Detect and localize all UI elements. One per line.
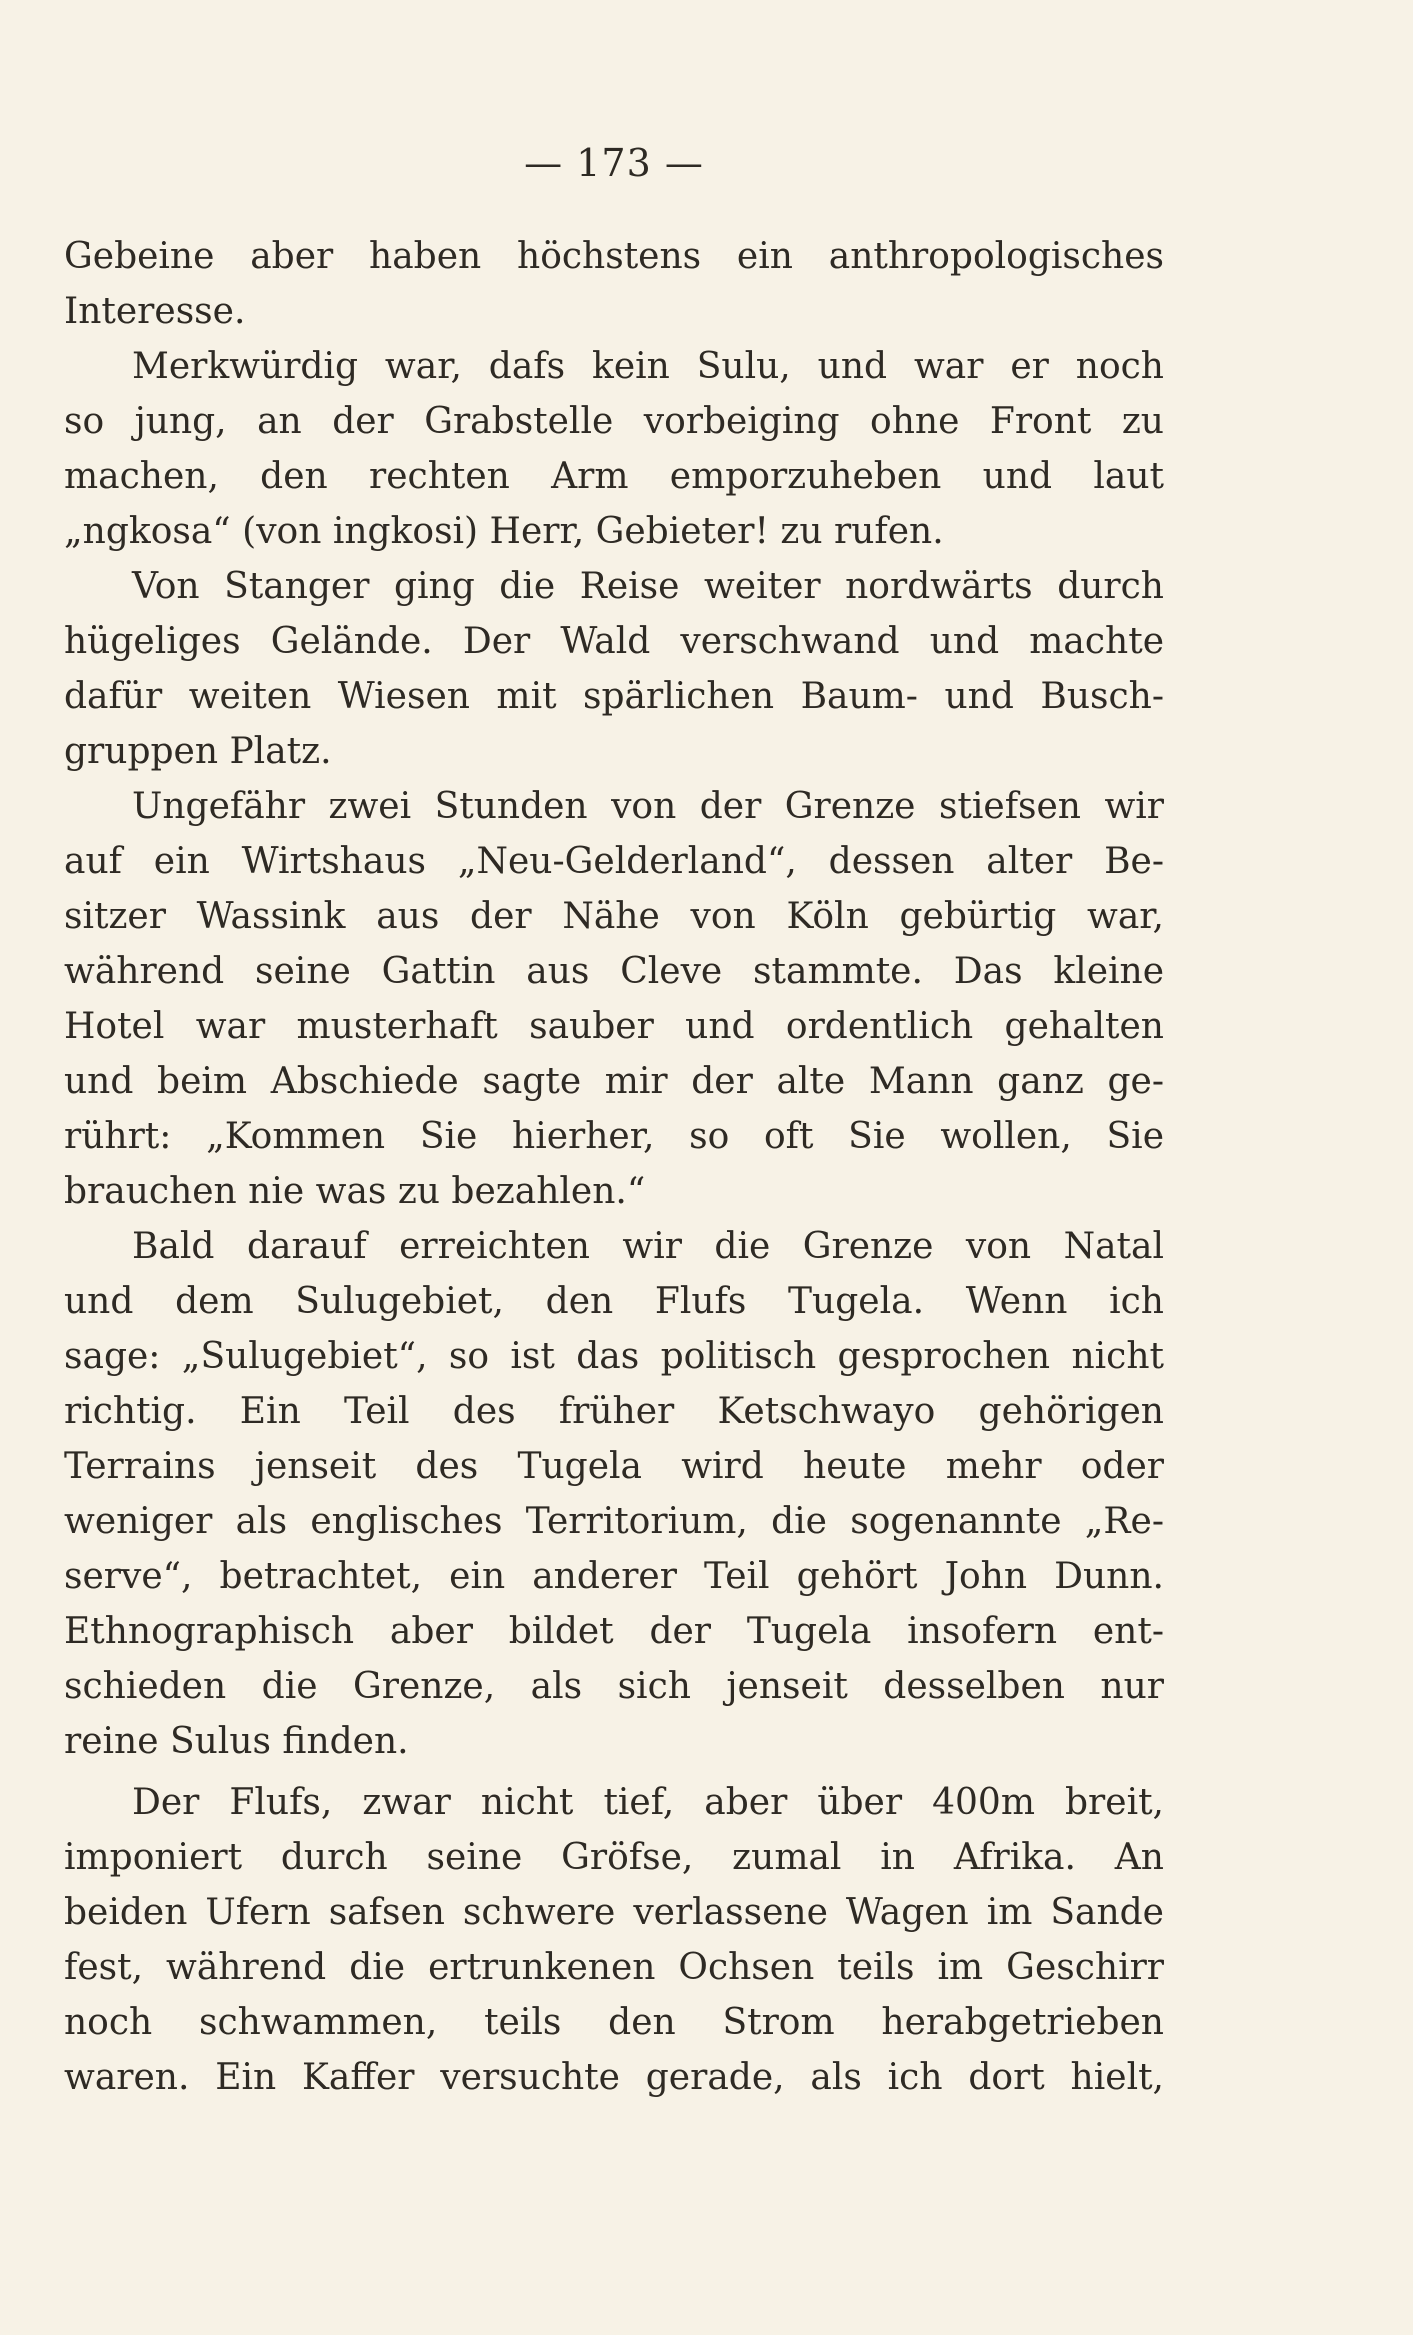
- text-line: imponiert durch seine Gröfse, zumal in Afrika. An: [64, 1837, 1164, 1878]
- text-line: während seine Gattin aus Cleve stammte. Das kleine: [64, 951, 1164, 992]
- text-line: und dem Sulugebiet, den Flufs Tugela. Wenn ich: [64, 1281, 1164, 1322]
- text-line: gruppen Platz.: [64, 731, 332, 772]
- text-line: sitzer Wassink aus der Nähe von Köln gebürtig war,: [64, 896, 1164, 937]
- text-line: Gebeine aber haben höchstens ein anthropologisches: [64, 236, 1164, 277]
- text-line: Von Stanger ging die Reise weiter nordwärts durch: [132, 566, 1164, 607]
- book-page: [64, 0, 1164, 2335]
- text-line: serve“, betrachtet, ein anderer Teil gehört John Dunn.: [64, 1556, 1164, 1597]
- text-line: rührt: „Kommen Sie hierher, so oft Sie wollen, Sie: [64, 1116, 1164, 1157]
- text-line: Der Flufs, zwar nicht tief, aber über 400m breit,: [132, 1782, 1164, 1823]
- text-line: richtig. Ein Teil des früher Ketschwayo gehörigen: [64, 1391, 1164, 1432]
- text-line: so jung, an der Grabstelle vorbeiging ohne Front zu: [64, 401, 1164, 442]
- text-line: hügeliges Gelände. Der Wald verschwand und machte: [64, 621, 1164, 662]
- text-line: schieden die Grenze, als sich jenseit desselben nur: [64, 1666, 1164, 1707]
- text-line: brauchen nie was zu bezahlen.“: [64, 1171, 646, 1212]
- text-line: machen, den rechten Arm emporzuheben und laut: [64, 456, 1164, 497]
- text-line: sage: „Sulugebiet“, so ist das politisch gesprochen nicht: [64, 1336, 1164, 1377]
- text-line: Hotel war musterhaft sauber und ordentlich gehalten: [64, 1006, 1164, 1047]
- text-line: Interesse.: [64, 291, 246, 332]
- page-number: — 173 —: [524, 141, 704, 185]
- text-line: auf ein Wirtshaus „Neu-Gelderland“, dessen alter Be-: [64, 841, 1164, 882]
- text-line: „ngkosa“ (von ingkosi) Herr, Gebieter! zu rufen.: [64, 511, 944, 552]
- text-line: beiden Ufern safsen schwere verlassene Wagen im Sande: [64, 1892, 1164, 1933]
- text-line: und beim Abschiede sagte mir der alte Mann ganz ge-: [64, 1061, 1164, 1102]
- text-line: weniger als englisches Territorium, die sogenannte „Re-: [64, 1501, 1164, 1542]
- text-line: Ungefähr zwei Stunden von der Grenze stiefsen wir: [132, 786, 1164, 827]
- text-line: Bald darauf erreichten wir die Grenze von Natal: [132, 1226, 1164, 1267]
- text-line: fest, während die ertrunkenen Ochsen teils im Geschirr: [64, 1947, 1164, 1988]
- text-line: Merkwürdig war, dafs kein Sulu, und war er noch: [132, 346, 1164, 387]
- text-line: waren. Ein Kaffer versuchte gerade, als ich dort hielt,: [64, 2057, 1164, 2098]
- text-line: Ethnographisch aber bildet der Tugela insofern ent-: [64, 1611, 1164, 1652]
- body-text: [64, 229, 1164, 2105]
- text-line: noch schwammen, teils den Strom herabgetrieben: [64, 2002, 1164, 2043]
- text-line: dafür weiten Wiesen mit spärlichen Baum- und Busch-: [64, 676, 1164, 717]
- text-line: Terrains jenseit des Tugela wird heute mehr oder: [64, 1446, 1164, 1487]
- text-line: reine Sulus finden.: [64, 1721, 409, 1762]
